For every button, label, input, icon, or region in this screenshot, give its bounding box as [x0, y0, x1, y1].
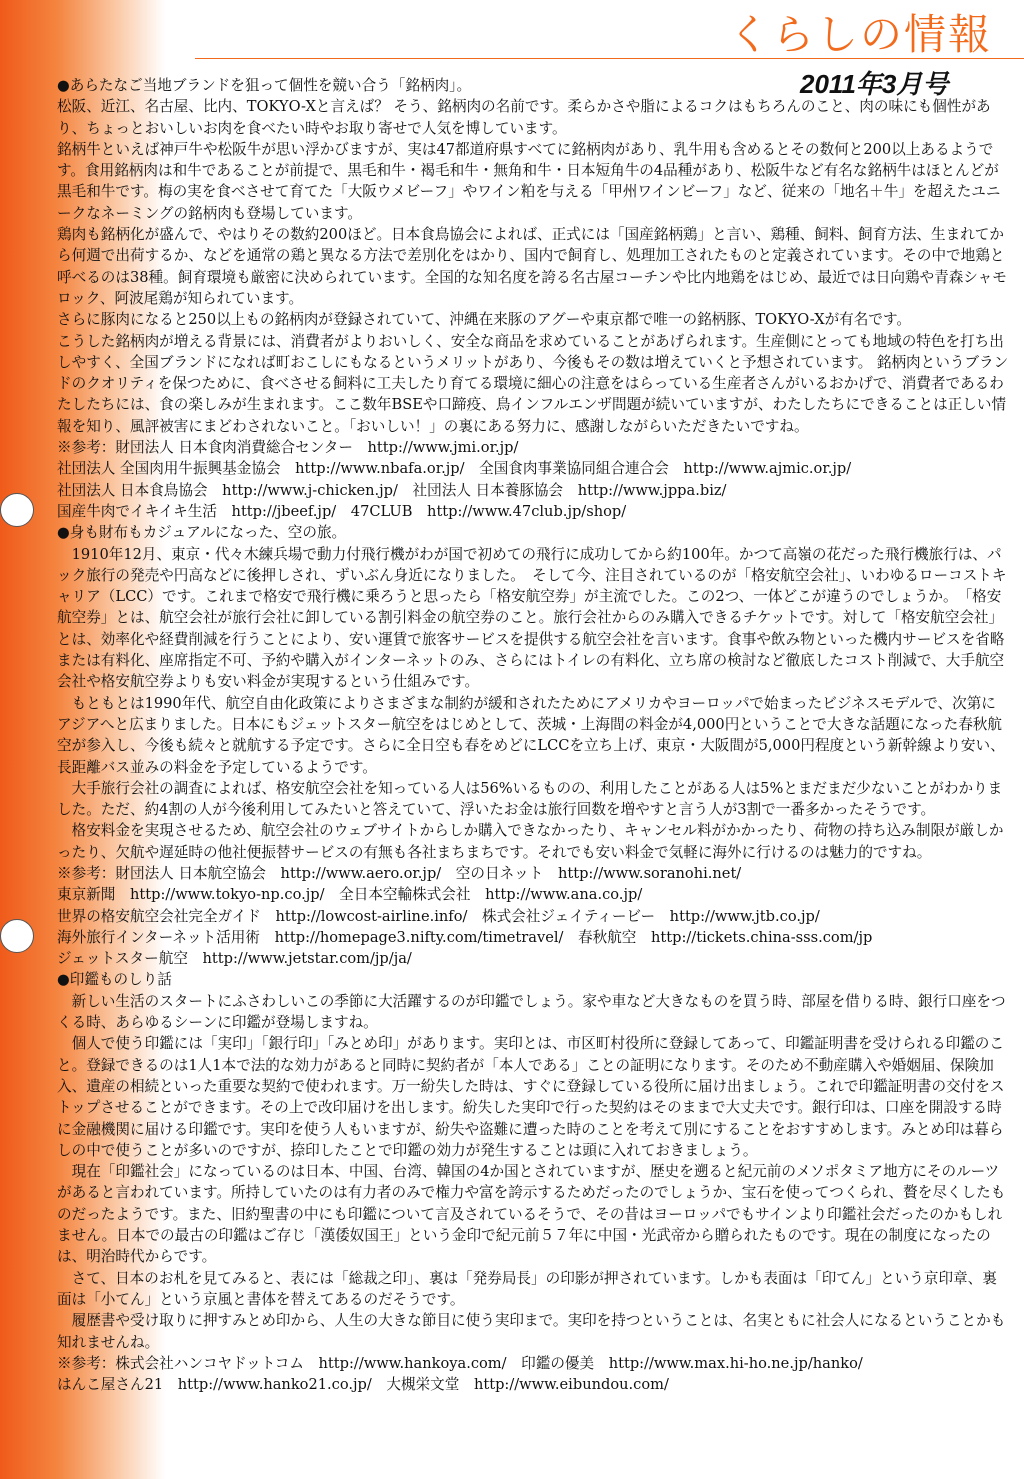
- paragraph: 現在「印鑑社会」になっているのは日本、中国、台湾、韓国の4か国とされていますが、歴史を遡ると紀元前のメソポタミア地方にそのルーツがあると言われています。所持していたのは有力者のみで権力や富を誇示するためだったのでしょうか、宝石を使ってつくられ、贅を尽くしたものだったようです。また、旧約聖書の中にも印鑑について言及されているそうで、その昔はヨーロッパでもサインより印鑑社会だったのかもしれません。日本での最古の印鑑はご存じ「漢倭奴国王」という金印で紀元前５７年に中国・光武帝から贈られたものです。現在の制度になったのは、明治時代からです。: [57, 1163, 1006, 1266]
- page-title: くらしの情報: [727, 10, 992, 59]
- paragraph: こうした銘柄肉が増える背景には、消費者がよりおいしく、安全な商品を求めていることがあげられます。生産側にとっても地域の特色を打ち出しやすく、全国ブランドになれば町おこしにもなるというメリットがあり、今後もその数は増えていくと予想されています。 銘柄肉というブランドのクオリティを保つために、食べさせる飼料に工夫したり育てる環境に細心の注意をはらっている生産者さんがいるおかげで、消費者であるわたしたちには、食の楽しみが生まれます。ここ数年BSEや口蹄疫、鳥インフルエンザ問題が続いていますが、わたしたちにできることは正しい情報を知り、風評被害にまどわされないこと。「おいしい！」の裏にある努力に、感謝しながらいただきたいですね。: [57, 332, 1009, 435]
- section-heading: ●あらたなご当地ブランドを狙って個性を競い合う「銘柄肉」。: [57, 77, 472, 94]
- section-heading: ●印鑑ものしり話: [57, 971, 172, 989]
- paragraph: 大手旅行会社の調査によれば、格安航空会社を知っている人は56%いるものの、利用したことがある人は5%とまだまだ少ないことがわかりました。ただ、約4割の人が今後利用してみたいと答えていて、浮いたお金は旅行回数を増やすと言う人が3割で一番多かったそうです。: [57, 779, 1003, 819]
- paragraph: 新しい生活のスタートにふさわしいこの季節に大活躍するのが印鑑でしょう。家や車など大きなものを買う時、部屋を借りる時、銀行口座をつくる時、あらゆるシーンに印鑑が登場しますね。: [57, 992, 1006, 1032]
- paragraph: 松阪、近江、名古屋、比内、TOKYO-Xと言えば？ そう、銘柄肉の名前です。柔らかさや脂によるコクはもちろんのこと、肉の味にも個性があり、ちょっとおいしいお肉を食べたい時やお取り寄せで人気を博しています。: [57, 98, 991, 137]
- paragraph: もともとは1990年代、航空自由化政策によりさまざまな制約が緩和されたためにアメリカやヨーロッパで始まったビジネスモデルで、次第にアジアへと広まりました。日本にもジェットスター航空をはじめとして、茨城・上海間の料金が4,000円ということで大きな話題になった春秋航空が参入し、今後も続々と就航する予定です。さらに全日空も春をめどにLCCを立ち上げ、東京・大阪間が5,000円程度という新幹線より安い、長距離バス並みの料金を予定しているようです。: [57, 694, 1005, 776]
- reference-line: 世界の格安航空会社完全ガイド http://lowcost-airline.info/ 株式会社ジェイティービー http://www.jtb.co.jp/: [57, 907, 820, 925]
- reference-line: 東京新聞 http://www.tokyo-np.co.jp/ 全日本空輸株式会社 http://www.ana.co.jp/: [57, 886, 643, 904]
- reference-line: 国産牛肉でイキイキ生活 http://jbeef.jp/ 47CLUB http://www.47club.jp/shop/: [57, 502, 627, 520]
- reference-line: ※参考：財団法人 日本食肉消費総合センター http://www.jmi.or.jp/: [57, 439, 519, 457]
- reference-line: ジェットスター航空 http://www.jetstar.com/jp/ja/: [57, 950, 412, 968]
- paragraph: さらに豚肉になると250以上もの銘柄肉が登録されていて、沖縄在来豚のアグーや東京都で唯一の銘柄豚、TOKYO-Xが有名です。: [57, 311, 911, 329]
- paragraph: 履歴書や受け取りに押すみとめ印から、人生の大きな節目に使う実印まで。実印を持つということは、名実ともに社会人になるということかも知れませんね。: [57, 1312, 1006, 1351]
- header-divider: [195, 58, 1024, 59]
- paragraph: 銘柄牛といえば神戸牛や松阪牛が思い浮かびますが、実は47都道府県すべてに銘柄肉があり、乳牛用も含めるとその数何と200以上あるようです。食用銘柄肉は和牛であることが前提で、黒毛和牛・褐毛和牛・無角和牛・日本短角牛の4品種があり、松阪牛など有名な銘柄牛はほとんどが黒毛和牛です。梅の実を食べさせて育てた「大阪ウメビーフ」やワイン粕を与える「甲州ワインビーフ」など、従来の「地名＋牛」を超えたユニークなネーミングの銘柄肉も登場しています。: [57, 140, 1001, 222]
- reference-line: ※参考：財団法人 日本航空協会 http://www.aero.or.jp/ 空の日ネット http://www.soranohi.net/: [57, 864, 742, 882]
- reference-line: はんこ屋さん21 http://www.hanko21.co.jp/ 大槻栄文堂 http://www.eibundou.com/: [57, 1376, 669, 1394]
- issue-date: 2011年3月号: [800, 69, 949, 99]
- paragraph: 1910年12月、東京・代々木練兵場で動力付飛行機がわが国で初めての飛行に成功してから約100年。かつて高嶺の花だった飛行機旅行は、パック旅行の発売や円高などに後押しされ、ずいぶん身近になりました。 そして今、注目されているのが「格安航空会社」、いわゆるローコストキャリア（LCC）です。これまで格安で飛行機に乗ろうと思ったら「格安航空券」が主流でした。この2つ、一体どこが違うのでしょうか。 「格安航空券」とは、航空会社が旅行会社に卸している割引料金の航空券のこと。旅行会社からのみ購入できるチケットです。対して「格安航空会社」とは、効率化や経費削減を行うことにより、安い運賃で旅客サービスを提供する航空会社を言います。食事や飲み物といった機内サービスを省略または有料化、座席指定不可、予約や購入がインターネットのみ、さらにはトイレの有料化、立ち席の検討など徹底したコスト削減で、大手航空会社や格安航空券よりも安い料金が実現するという仕組みです。: [57, 545, 1007, 691]
- reference-line: 社団法人 日本食鳥協会 http://www.j-chicken.jp/ 社団法人 日本養豚協会 http://www.jppa.biz/: [57, 481, 727, 499]
- reference-line: 海外旅行インターネット活用術 http://homepage3.nifty.com/timetravel/ 春秋航空 http://tickets.china-sss.com/jp: [57, 928, 873, 946]
- paragraph: 鶏肉も銘柄化が盛んで、やはりその数約200ほど。日本食鳥協会によれば、正式には「国産銘柄鶏」と言い、鶏種、飼料、飼育方法、生まれてから何週で出荷するか、などを通常の鶏と異なる方法で差別化をはかり、国内で飼育し、処理加工されたものと定義されています。その中で地鶏と呼べるのは38種。飼育環境も厳密に決められています。全国的な知名度を誇る名古屋コーチンや比内地鶏をはじめ、最近では日向鶏や青森シャモロック、阿波尾鶏が知られています。: [57, 226, 1007, 307]
- paragraph: さて、日本のお札を見てみると、表には「総裁之印」、裏は「発券局長」の印影が押されています。しかも表面は「印てん」という京印章、裏面は「小てん」という京風と書体を替えてあるのだそうです。: [57, 1269, 997, 1308]
- reference-line: ※参考：株式会社ハンコヤドットコム http://www.hankoya.com/ 印鑑の優美 http://www.max.hi-ho.ne.jp/hanko/: [57, 1354, 863, 1372]
- article-body: [57, 75, 1010, 1395]
- section-seal: [57, 969, 1010, 1395]
- section-heading: ●身も財布もカジュアルになった、空の旅。: [57, 524, 347, 542]
- section-air-travel: [57, 522, 1010, 969]
- paragraph: 格安料金を実現させるため、航空会社のウェブサイトからしか購入できなかったり、キャンセル料がかかったり、荷物の持ち込み制限が厳しかったり、欠航や遅延時の他社便振替サービスの有無も各社まちまちです。それでも安い料金で気軽に海外に行けるのは魅力的ですね。: [57, 822, 1004, 861]
- section-meat: [57, 75, 1010, 522]
- reference-line: 社団法人 全国肉用牛振興基金協会 http://www.nbafa.or.jp/ 全国食肉事業協同組合連合会 http://www.ajmic.or.jp/: [57, 460, 852, 478]
- binder-hole-upper: [0, 493, 34, 527]
- binder-hole-lower: [0, 919, 34, 953]
- paragraph: 個人で使う印鑑には「実印」「銀行印」「みとめ印」があります。実印とは、市区町村役所に登録してあって、印鑑証明書を受けられる印鑑のこと。登録できるのは1人1本で法的な効力があると同時に契約者が「本人である」ことの証明になります。そのため不動産購入や婚姻届、保険加入、遺産の相続といった重要な契約で使われます。万一紛失した時は、すぐに登録している役所に届け出ましょう。これで印鑑証明書の交付をストップさせることができます。その上で改印届けを出します。紛失した実印で行った契約はそのままで大丈夫です。銀行印は、口座を開設する時に金融機関に届ける印鑑です。実印を使う人もいますが、紛失や盗難に遭った時のことを考えて別にすることをおすすめします。みとめ印は暮らしの中で使うことが多いのですが、捺印したことで印鑑の効力が発生することは頭に入れておきましょう。: [57, 1035, 1005, 1159]
